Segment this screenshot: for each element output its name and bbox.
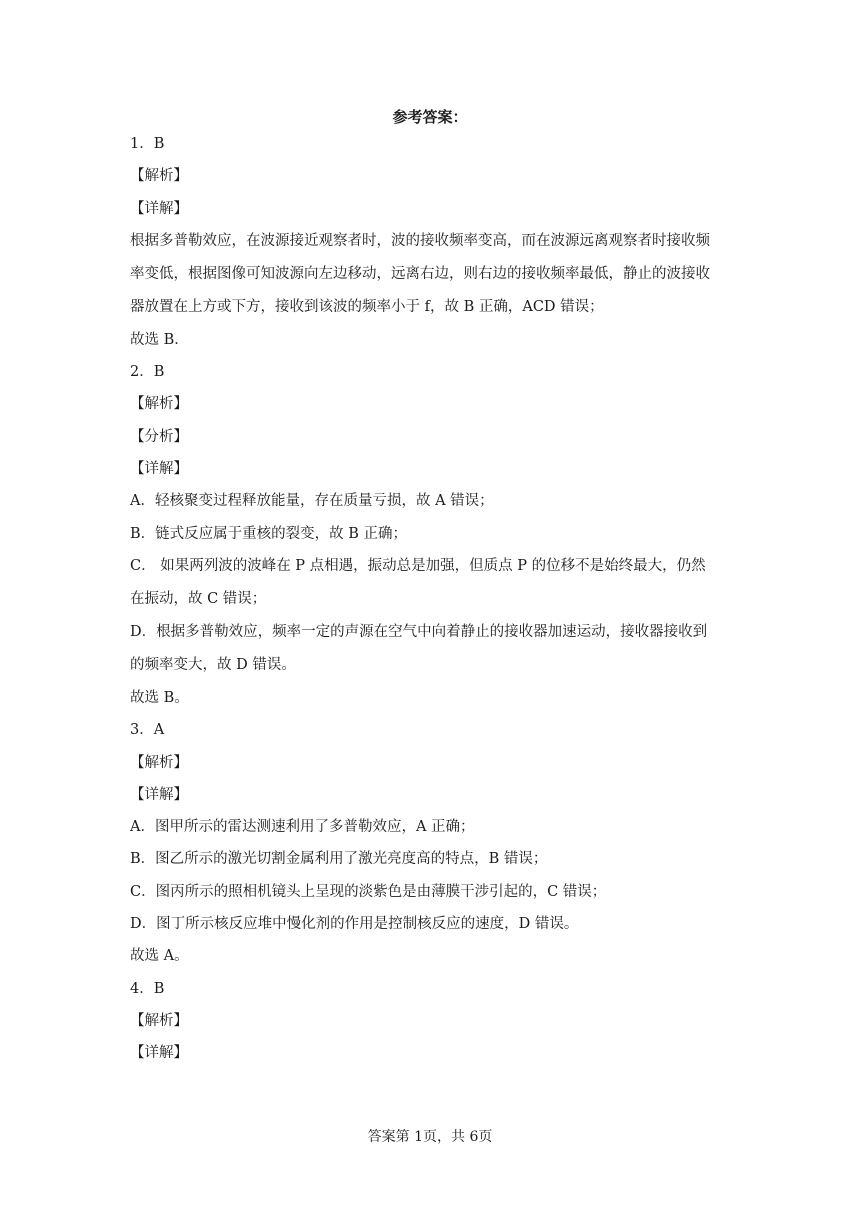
q3-answer: 3．A: [130, 722, 165, 739]
q1-conclusion: 故选 B．: [130, 331, 189, 348]
q3-option-a: A．图甲所示的雷达测速利用了多普勒效应，A 正确；: [130, 819, 475, 836]
q4-answer: 4．B: [130, 980, 165, 997]
q2-option-d-line-2: 的频率变大，故 D 错误。: [130, 656, 296, 673]
q4-analysis-tag: 【解析】: [130, 1012, 188, 1029]
q2-analysis-tag: 【解析】: [130, 396, 188, 413]
q2-option-a: A．轻核聚变过程释放能量，存在质量亏损，故 A 错误；: [130, 493, 494, 510]
q1-detail-line-3: 器放置在上方或下方，接收到该波的频率小于 f，故 B 正确，ACD 错误；: [130, 298, 604, 315]
page-footer: 答案第 1页，共 6页: [367, 1129, 493, 1145]
q3-option-d: D．图丁所示核反应堆中慢化剂的作用是控制核反应的速度，D 错误。: [130, 916, 579, 933]
answer-content: [130, 134, 730, 1076]
q3-conclusion: 故选 A。: [130, 948, 189, 965]
q3-option-c: C．图丙所示的照相机镜头上呈现的淡紫色是由薄膜干涉引起的，C 错误；: [130, 883, 607, 900]
q2-answer: 2．B: [130, 364, 165, 381]
q3-detail-tag: 【详解】: [130, 786, 188, 803]
q2-option-c-line-1: C． 如果两列波的波峰在 P 点相遇，振动总是加强，但质点 P 的位移不是始终最大，仍然: [130, 557, 706, 574]
page-title: 参考答案：: [392, 108, 468, 126]
q1-detail-text: [130, 225, 730, 324]
q1-detail-line-1: 根据多普勒效应，在波源接近观察者时，波的接收频率变高，而在波源远离观察者时接收频: [130, 232, 710, 249]
q2-option-b: B．链式反应属于重核的裂变，故 B 正确；: [130, 525, 408, 542]
q2-fenxi-tag: 【分析】: [130, 428, 188, 445]
q4-detail-tag: 【详解】: [130, 1045, 188, 1062]
q2-detail-tag: 【详解】: [130, 461, 188, 478]
q3-analysis-tag: 【解析】: [130, 754, 188, 771]
q1-detail-line-2: 率变低，根据图像可知波源向左边移动，远离右边，则右边的接收频率最低，静止的波接收: [130, 265, 710, 282]
q1-detail-tag: 【详解】: [130, 200, 188, 217]
q3-option-b: B．图乙所示的激光切割金属利用了激光亮度高的特点，B 错误；: [130, 851, 548, 868]
q2-option-d: [130, 616, 730, 682]
q2-option-c-line-2: 在振动，故 C 错误；: [130, 590, 267, 607]
q2-option-c: [130, 550, 730, 616]
q1-analysis-tag: 【解析】: [130, 168, 188, 185]
q2-option-d-line-1: D．根据多普勒效应，频率一定的声源在空气中向着静止的接收器加速运动，接收器接收到: [130, 623, 708, 640]
q1-answer: 1．B: [130, 136, 165, 152]
q2-conclusion: 故选 B。: [130, 689, 189, 706]
